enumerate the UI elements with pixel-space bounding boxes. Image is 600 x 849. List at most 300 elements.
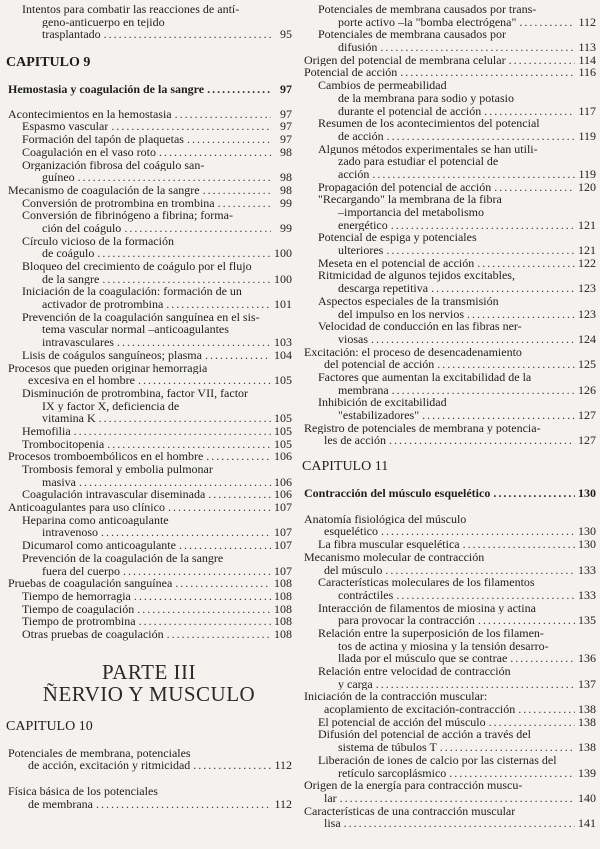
toc-entry[interactable] [302, 805, 596, 830]
toc-entry-text: de membrana [28, 797, 93, 811]
toc-entry-text: masiva [42, 475, 76, 489]
toc-entry-line [302, 3, 596, 16]
toc-entry-line [6, 526, 292, 539]
chapter-title [6, 747, 292, 772]
toc-entry[interactable] [302, 513, 596, 538]
toc-entry-line [6, 603, 292, 616]
page-number: 97 [280, 82, 292, 97]
page-number: 95 [280, 27, 292, 42]
toc-entry-text: Coagulación en el vaso roto [22, 145, 156, 159]
toc-entry-text: "estabilizadores" [338, 409, 420, 422]
toc-entry[interactable] [302, 665, 596, 690]
toc-entry-line [302, 614, 596, 627]
toc-entry-text: Contracción del músculo esquelético [304, 487, 491, 500]
page-number: 97 [280, 119, 292, 134]
dot-leader [387, 130, 575, 143]
toc-entry-text: del potencial de acción [324, 358, 435, 371]
toc-entry-line [6, 747, 292, 760]
toc-entry[interactable] [302, 576, 596, 601]
toc-entry-text: Coagulación intravascular diseminada [22, 488, 206, 502]
toc-entry[interactable] [6, 615, 292, 628]
toc-entry[interactable] [302, 716, 596, 729]
toc-entry-line [302, 487, 596, 500]
dot-leader [104, 28, 271, 41]
toc-entry[interactable] [6, 83, 292, 96]
toc-entry[interactable] [6, 311, 292, 349]
toc-entry[interactable] [6, 628, 292, 641]
toc-entry[interactable] [6, 133, 292, 146]
toc-entry-line [302, 792, 596, 805]
toc-entry-line [6, 120, 292, 133]
toc-entry-line [302, 627, 596, 640]
dot-leader [123, 565, 271, 578]
toc-entry-line [302, 422, 596, 435]
toc-entry-line [302, 716, 596, 729]
toc-entry-text: Resumen de los acontecimientos del potencial [318, 117, 540, 130]
page-number: 121 [578, 217, 596, 232]
toc-entry-text: retículo sarcoplásmico [338, 766, 447, 780]
toc-entry-text: Aspectos especiales de la transmisión [318, 294, 499, 308]
toc-entry[interactable] [302, 346, 596, 371]
chapter-heading: CAPITULO 9 [6, 55, 91, 71]
chapter-title [6, 83, 292, 96]
page-number: 97 [280, 132, 292, 147]
toc-entry-text: Origen de la energía para contracción muscu- [304, 779, 523, 792]
toc-entry[interactable] [302, 371, 596, 396]
toc-entry-line [6, 133, 292, 146]
toc-entry[interactable] [302, 728, 596, 753]
toc-entry[interactable] [302, 54, 596, 67]
toc-entry[interactable] [6, 501, 292, 514]
toc-entry-text: Registro de potenciales de membrana y potencia- [304, 421, 541, 435]
toc-entry-line [302, 564, 596, 577]
dot-leader [187, 133, 271, 146]
toc-entry[interactable] [6, 3, 292, 41]
dot-leader [97, 247, 271, 260]
toc-entry-line [302, 805, 596, 818]
part-title: ÑERVIO Y MUSCULO [42, 681, 256, 706]
toc-entry[interactable] [302, 320, 596, 345]
toc-entry-text: Prevención de la coagulación de la sangre [22, 551, 224, 565]
dot-leader [107, 438, 271, 451]
dot-leader [124, 222, 271, 235]
toc-entry[interactable] [6, 590, 292, 603]
dot-leader [167, 628, 271, 641]
toc-entry-text: Origen del potencial de membrana celular [304, 53, 506, 67]
toc-entry-line [302, 741, 596, 754]
dot-leader [344, 817, 575, 830]
toc-entry-line [6, 552, 292, 565]
toc-entry-text: Potenciales de membrana causados por [318, 28, 506, 42]
toc-entry-line [6, 577, 292, 590]
toc-entry[interactable] [302, 117, 596, 142]
toc-entry-line [302, 358, 596, 371]
toc-entry-line [302, 308, 596, 321]
toc-entry-line [302, 117, 596, 130]
toc-entry-line [302, 219, 596, 232]
toc-entry-text: Algunos métodos experimentales se han utili- [318, 142, 538, 156]
toc-entry[interactable] [6, 785, 292, 810]
dot-leader [381, 525, 575, 538]
toc-entry-text: durante el potencial de acción [338, 104, 482, 118]
toc-entry-text: Ritmicidad de algunos tejidos excitables, [318, 269, 515, 283]
page-number: 112 [274, 796, 292, 811]
page-number: 122 [578, 255, 596, 270]
toc-entry-line [6, 374, 292, 387]
toc-entry-line [302, 779, 596, 792]
toc-entry-text: La fibra muscular esquelética [318, 538, 460, 551]
toc-entry-text: Heparina como anticoagulante [22, 513, 169, 527]
toc-entry-text: membrana [338, 383, 389, 397]
toc-entry[interactable] [6, 260, 292, 285]
dot-leader [510, 652, 575, 665]
toc-entry[interactable] [6, 184, 292, 197]
toc-entry-line [302, 168, 596, 181]
toc-entry-text: geno-anticuerpo en tejido [42, 15, 165, 29]
toc-entry-line [6, 476, 292, 489]
toc-entry-text: Física básica de los potenciales [8, 785, 158, 798]
toc-entry-line [302, 525, 596, 538]
toc-entry-line [302, 434, 596, 447]
toc-entry-text: lar [324, 791, 337, 805]
toc-entry-text: Formación del tapón de plaquetas [22, 133, 184, 146]
toc-entry-line [302, 295, 596, 308]
toc-entry-text: Tiempo de protrombina [22, 615, 136, 628]
dot-leader [74, 425, 271, 438]
page-number: 100 [274, 271, 292, 286]
toc-entry-text: tema vascular normal –anticoagulantes [42, 323, 229, 337]
dot-leader [99, 412, 271, 425]
toc-entry-line [302, 16, 596, 29]
page-number: 108 [274, 588, 292, 603]
toc-entry-line [6, 222, 292, 235]
toc-entry-line [6, 539, 292, 552]
page-number: 130 [578, 486, 596, 501]
toc-entry-line [6, 798, 292, 811]
toc-entry[interactable] [6, 349, 292, 362]
toc-entry-text: Mecanismo molecular de contracción [304, 550, 485, 564]
toc-entry-text: Velocidad de conducción en las fibras ner- [318, 320, 522, 333]
toc-entry-text: de la sangre [42, 272, 100, 286]
page-number: 138 [578, 702, 596, 717]
toc-entry-line [6, 785, 292, 798]
toc-entry-line [6, 400, 292, 413]
toc-entry[interactable] [6, 552, 292, 577]
toc-entry[interactable] [6, 146, 292, 159]
toc-entry-text: esquelético [324, 525, 378, 539]
toc-entry-line [302, 703, 596, 716]
toc-entry-line [302, 193, 596, 206]
toc-entry-line [302, 396, 596, 409]
toc-entry-line [6, 501, 292, 514]
toc-entry[interactable] [302, 690, 596, 715]
page-number: 106 [274, 449, 292, 464]
toc-entry-text: Anticoagulantes para uso clínico [8, 501, 165, 514]
page-number: 130 [578, 524, 596, 539]
toc-entry-text: Conversión de fibrinógeno a fibrina; forma- [22, 209, 233, 222]
toc-entry[interactable] [6, 577, 292, 590]
page-number: 117 [578, 103, 596, 118]
toc-entry-line [302, 576, 596, 589]
dot-leader [175, 108, 271, 121]
toc-entry-line [302, 640, 596, 653]
toc-entry-text: Trombocitopenia [22, 437, 105, 451]
toc-entry-line [6, 247, 292, 260]
toc-entry-text: Potenciales de membrana, potenciales [8, 746, 191, 760]
dot-leader [376, 678, 575, 691]
toc-entry-text: Factores que aumentan la excitabilidad de la [318, 370, 532, 384]
toc-entry-line [302, 754, 596, 767]
toc-entry-text: Procesos tromboembólicos en el hombre [8, 450, 204, 464]
dot-leader [205, 349, 271, 362]
dot-leader [218, 197, 271, 210]
toc-entry-line [302, 371, 596, 384]
toc-entry-text: Iniciación de la coagulación: formación de un [22, 285, 242, 299]
dot-leader [477, 257, 575, 270]
toc-entry[interactable] [302, 422, 596, 447]
toc-entry-line [6, 285, 292, 298]
toc-entry-text: tos de actina y miosina y la tensión desarro- [338, 639, 549, 653]
toc-entry[interactable] [302, 627, 596, 665]
toc-entry-text: Meseta en el potencial de acción [318, 256, 475, 270]
toc-entry-text: porte activo –la "bomba electrógena" [338, 15, 517, 29]
toc-entry-line [6, 438, 292, 451]
toc-entry-text: Propagación del potencial de acción [318, 180, 492, 194]
dot-leader [206, 450, 271, 463]
toc-entry-text: Dicumarol como anticoagulante [22, 539, 176, 552]
dot-leader [463, 538, 575, 551]
toc-entry-line [302, 665, 596, 678]
toc-entry[interactable] [302, 143, 596, 181]
page-number: 138 [578, 740, 596, 755]
toc-entry-text: Tiempo de coagulación [22, 602, 135, 616]
page-number: 106 [274, 474, 292, 489]
toc-entry[interactable] [302, 193, 596, 231]
toc-entry-line [6, 209, 292, 222]
toc-list [302, 513, 596, 830]
toc-entry[interactable] [6, 120, 292, 133]
toc-entry-text: Características moleculares de los filamentos [318, 576, 535, 589]
toc-entry-line [302, 333, 596, 346]
page-number: 120 [578, 179, 596, 194]
toc-entry-line [302, 652, 596, 665]
toc-entry-text: Potencial de espiga y potenciales [318, 231, 477, 245]
toc-entry-text: Hemofilia [22, 424, 71, 438]
dot-leader [134, 590, 271, 603]
page-number: 98 [280, 182, 292, 197]
toc-entry[interactable] [6, 463, 292, 488]
toc-entry-line [6, 171, 292, 184]
toc-entry-text: Características de una contracción muscular [304, 804, 516, 818]
page-number: 125 [578, 357, 596, 372]
dot-leader [179, 539, 271, 552]
toc-entry-text: trasplantado [42, 28, 101, 42]
toc-entry-line [6, 412, 292, 425]
toc-entry-line [6, 83, 292, 96]
dot-leader [193, 759, 271, 772]
page-number: 98 [280, 170, 292, 185]
toc-entry[interactable] [6, 209, 292, 234]
toc-entry[interactable] [6, 235, 292, 260]
toc-entry[interactable] [302, 181, 596, 194]
dot-leader [431, 282, 575, 295]
toc-entry-line [302, 589, 596, 602]
toc-entry-text: del impulso en los nervios [338, 307, 464, 321]
toc-entry-line [6, 311, 292, 324]
toc-entry-line [6, 628, 292, 641]
toc-entry[interactable] [6, 425, 292, 438]
toc-entry-text: Potenciales de membrana causados por trans- [318, 3, 537, 16]
toc-entry[interactable] [6, 514, 292, 539]
toc-entry-text: Tiempo de hemorragia [22, 589, 131, 603]
dot-leader [203, 184, 271, 197]
toc-entry-text: acción [338, 167, 370, 181]
page-number: 99 [280, 220, 292, 235]
dot-leader [101, 526, 271, 539]
toc-entry[interactable] [6, 197, 292, 210]
toc-entry-line [6, 273, 292, 286]
toc-entry[interactable] [302, 396, 596, 421]
toc-entry[interactable] [302, 269, 596, 294]
toc-entry-text: Intentos para combatir las reacciones de antí- [22, 3, 240, 16]
toc-entry-line [302, 384, 596, 397]
dot-leader [372, 168, 575, 181]
page-number: 98 [280, 144, 292, 159]
page-number: 107 [274, 525, 292, 540]
dot-leader [467, 308, 575, 321]
dot-leader [509, 54, 575, 67]
toc-entry[interactable] [302, 779, 596, 804]
dot-leader [391, 219, 575, 232]
toc-entry-line [6, 323, 292, 336]
toc-entry-text: energético [338, 218, 388, 232]
page-number: 106 [274, 487, 292, 502]
toc-entry-line [302, 409, 596, 422]
toc-entry-line [6, 615, 292, 628]
toc-entry[interactable] [6, 603, 292, 616]
toc-entry[interactable] [6, 438, 292, 451]
page-number: 127 [578, 433, 596, 448]
chapter-heading: CAPITULO 10 [6, 718, 93, 734]
toc-entry[interactable] [6, 159, 292, 184]
toc-entry-text: lisa [324, 817, 341, 830]
toc-entry-text: Lisis de coágulos sanguíneos; plasma [22, 348, 202, 362]
toc-entry-line [302, 155, 596, 168]
toc-entry-line [6, 514, 292, 527]
toc-entry-text: y carga [338, 677, 373, 691]
page-number: 114 [578, 52, 596, 67]
toc-entry[interactable] [302, 538, 596, 551]
dot-leader [422, 409, 575, 422]
toc-entry-text: Pruebas de coagulación sanguínea [8, 577, 173, 590]
toc-entry-text: –importancia del metabolismo [338, 206, 484, 219]
toc-entry-text: vitamina K [42, 412, 96, 425]
toc-entry[interactable] [302, 28, 596, 53]
toc-entry-text: Cambios de permeabilidad [318, 79, 447, 92]
toc-entry[interactable] [302, 79, 596, 117]
toc-entry[interactable] [302, 602, 596, 627]
toc-entry-line [302, 767, 596, 780]
page-number: 123 [578, 281, 596, 296]
toc-entry-line [302, 690, 596, 703]
page-number: 141 [578, 816, 596, 831]
toc-entry-text: Otras pruebas de coagulación [22, 627, 164, 641]
toc-entry-text: Procesos que pueden originar hemorragia [8, 361, 208, 375]
toc-entry[interactable] [6, 450, 292, 463]
toc-entry-line [302, 79, 596, 92]
toc-entry-line [302, 602, 596, 615]
dot-leader [494, 181, 575, 194]
toc-entry-text: Acontecimientos en la hemostasia [8, 107, 172, 121]
toc-entry[interactable] [6, 362, 292, 387]
toc-entry-line [302, 257, 596, 270]
toc-entry-line [302, 92, 596, 105]
toc-entry-text: IX y factor X, deficiencia de [42, 399, 180, 413]
toc-entry-text: Iniciación de la contracción muscular: [304, 690, 488, 704]
toc-entry[interactable] [302, 551, 596, 576]
page-number: 133 [578, 587, 596, 602]
page-number: 137 [578, 676, 596, 691]
toc-entry[interactable] [6, 387, 292, 425]
toc-entry[interactable] [302, 295, 596, 320]
toc-entry[interactable] [6, 488, 292, 501]
toc-entry[interactable] [302, 231, 596, 256]
toc-entry[interactable] [302, 66, 596, 79]
toc-entry[interactable] [6, 285, 292, 310]
page-number: 112 [274, 758, 292, 773]
page-number: 108 [274, 614, 292, 629]
dot-leader [78, 171, 271, 184]
toc-entry-line [6, 298, 292, 311]
page-number: 105 [274, 411, 292, 426]
dot-leader [111, 120, 271, 133]
toc-entry-text: ción del coágulo [42, 221, 122, 235]
toc-entry-line [6, 590, 292, 603]
toc-entry-text: Prevención de la coagulación sanguínea en el sis- [22, 310, 260, 324]
toc-entry[interactable] [302, 754, 596, 779]
toc-entry-text: Bloqueo del crecimiento de coágulo por el flujo [22, 260, 252, 273]
toc-entry[interactable] [6, 539, 292, 552]
page-number: 121 [578, 243, 596, 258]
toc-entry[interactable] [302, 487, 596, 500]
toc-entry-line [302, 346, 596, 359]
toc-entry-text: acoplamiento de excitación-contracción [324, 703, 516, 716]
chapter-title [302, 487, 596, 500]
page-number: 107 [274, 563, 292, 578]
toc-entry-line [6, 197, 292, 210]
toc-entry-text: llada por el músculo que se contrae [338, 652, 508, 666]
dot-leader [139, 615, 271, 628]
page-number: 124 [578, 331, 596, 346]
page-number: 105 [274, 436, 292, 451]
dot-leader [489, 716, 575, 729]
toc-entry[interactable] [6, 747, 292, 772]
toc-entry-line [302, 551, 596, 564]
toc-list [6, 785, 292, 810]
toc-entry[interactable] [6, 108, 292, 121]
toc-entry[interactable] [302, 3, 596, 28]
toc-entry-text: sistema de túbulos T [338, 741, 437, 754]
dot-leader [96, 798, 271, 811]
page-number: 100 [274, 246, 292, 261]
page-number: 101 [274, 297, 292, 312]
toc-entry-text: intravasculares [42, 336, 114, 349]
dot-leader [385, 564, 575, 577]
page-number: 105 [274, 373, 292, 388]
toc-entry[interactable] [302, 257, 596, 270]
toc-entry-text: Relación entre velocidad de contracción [318, 665, 511, 678]
toc-entry-text: Trombosis femoral y embolia pulmonar [22, 463, 213, 476]
